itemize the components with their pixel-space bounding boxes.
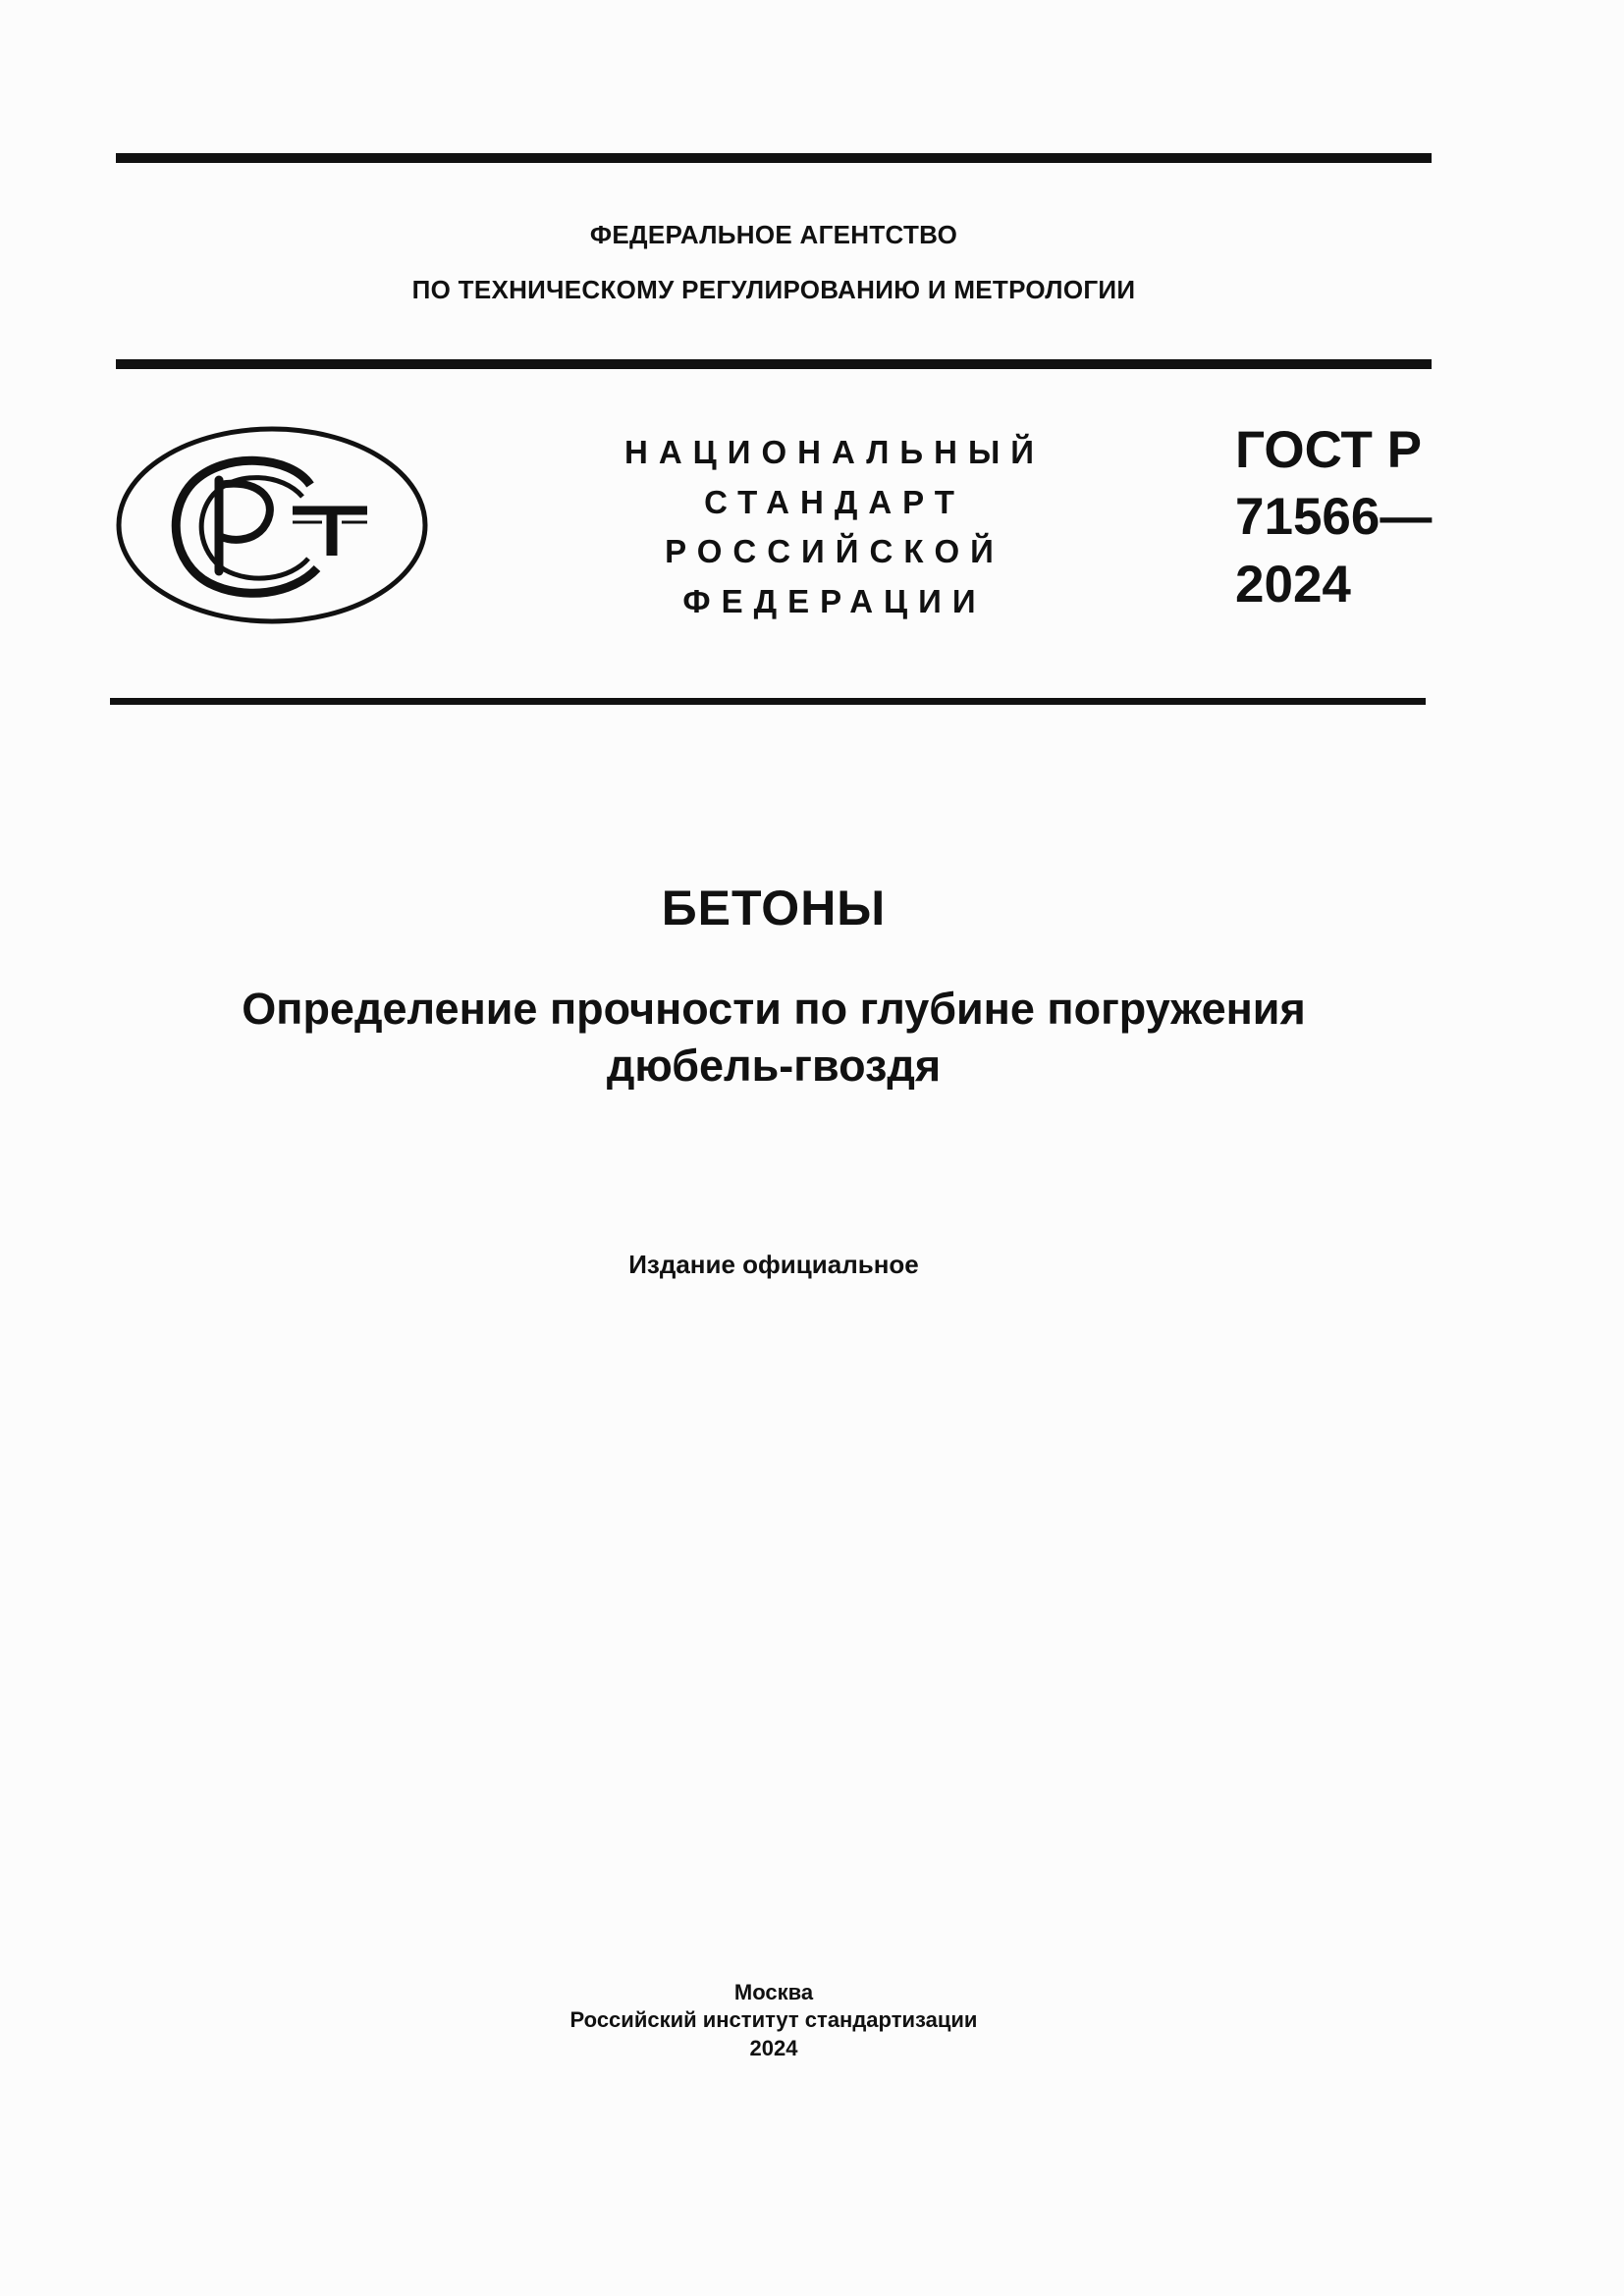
top-rule [116,153,1432,163]
gost-designation-line-1: ГОСТ Р [1235,421,1422,479]
document-subtitle-line-2: дюбель-гвоздя [606,1041,942,1091]
national-standard-line-3: РОССИЙСКОЙ [665,533,1004,569]
imprint-year: 2024 [749,2036,798,2060]
document-title: БЕТОНЫ [661,881,887,935]
national-standard-line-2: СТАНДАРТ [704,484,965,520]
agency-name-line-2: ПО ТЕХНИЧЕСКОМУ РЕГУЛИРОВАНИЮ И МЕТРОЛОГИИ [411,275,1136,304]
bottom-rule [110,698,1426,705]
middle-rule [116,359,1432,369]
gost-designation-line-2: 71566— [1235,488,1433,546]
gost-designation-line-3: 2024 [1235,556,1351,614]
national-standard-line-1: НАЦИОНАЛЬНЫЙ [624,434,1045,470]
national-standard-line-4: ФЕДЕРАЦИИ [682,583,987,619]
imprint-publisher: Российский институт стандартизации [569,2007,978,2032]
imprint-city: Москва [733,1980,814,2004]
agency-name-line-1: ФЕДЕРАЛЬНОЕ АГЕНТСТВО [589,220,958,249]
document-subtitle-line-1: Определение прочности по глубине погружения [242,984,1306,1034]
rst-certification-mark-icon [116,426,428,624]
edition-note: Издание официальное [628,1250,919,1279]
